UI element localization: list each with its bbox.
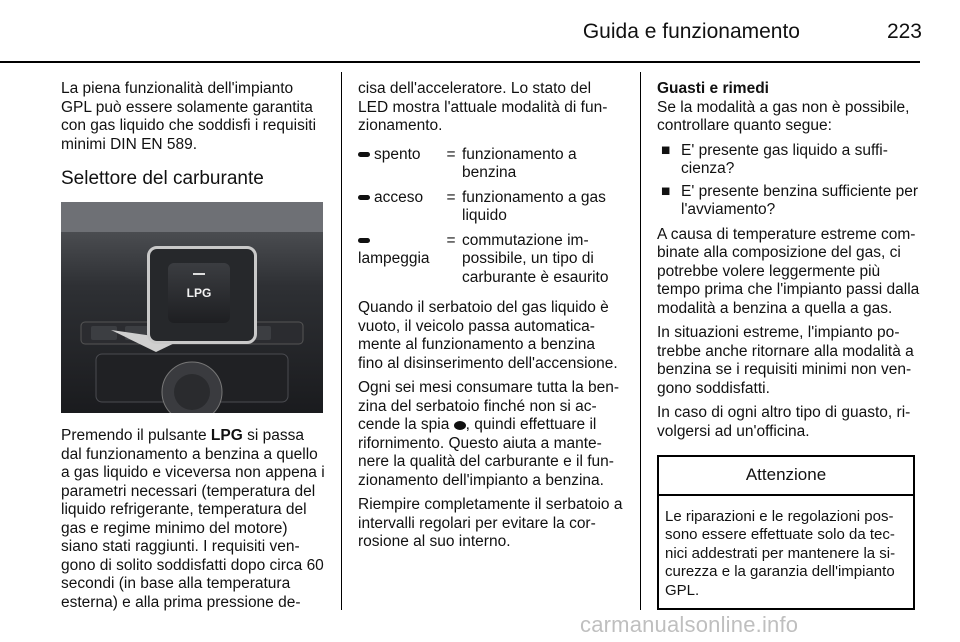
led-icon	[358, 195, 370, 200]
led-icon	[358, 152, 370, 157]
warning-box	[657, 455, 915, 610]
column-2	[358, 80, 624, 558]
list-item: ■ E' presente benzina sufficiente per l'avviamento?	[657, 183, 921, 220]
lpg-callout	[147, 246, 257, 344]
led-icon	[358, 238, 370, 243]
six-month-paragraph: Ogni sei mesi consumare tutta la benzina del serbatoio finché non si accende la spia , quindi effettuare il rifornimento. Questo aiuta a mantenere la qualità del carburante e il funzionamento dell'impianto a benzina.	[358, 379, 620, 489]
lpg-button-label: LPG	[186, 286, 212, 300]
empty-tank-paragraph: Quando il serbatoio del gas liquido è vuoto, il veicolo passa automaticamente al funzionamento a benzina fino al disinserimento dell'accensione.	[358, 299, 618, 372]
temperature-paragraph: A causa di temperature estreme combinate alla composizione del gas, ci potrebbe volere leggermente più tempo prima che l'impianto passi dalla modalità a benzina a quella a gas.	[657, 225, 920, 317]
led-state-list	[358, 146, 624, 288]
lpg-inline-label: LPG	[210, 427, 243, 444]
intro-paragraph: La piena funzionalità dell'impianto GPL può essere solamente garantita con gas liquido che soddisfi i requisiti minimi DIN EN 589.	[61, 80, 317, 153]
fuel-warning-lamp-icon	[454, 421, 466, 430]
column-3	[657, 80, 921, 610]
troubleshooting-heading: Guasti e rimedi	[657, 80, 769, 97]
header-rule	[0, 61, 920, 63]
warning-text: Le riparazioni e le regolazioni possono essere effettuate solo da tecnici addestrati per mantenere la sicurezza e la garanzia dell'impianto GPL.	[665, 507, 896, 599]
led-state-row: spento = funzionamento a benzina	[358, 146, 624, 183]
fuel-selector-heading: Selettore del carburante	[61, 168, 264, 189]
page-number: 223	[886, 20, 922, 43]
bullet-icon: ■	[661, 182, 671, 200]
workshop-paragraph: In caso di ogni altro tipo di guasto, rivolgersi ad un'officina.	[657, 404, 911, 440]
column-1	[61, 80, 325, 618]
lpg-switch-paragraph: Premendo il pulsante LPG si passa dal funzionamento a benzina a quello a gas liquido e viceversa non appena i parametri necessari (temperatura del liquido refrigerante, temperatura del gas e regime minimo del motore) siano stati raggiunti. I requisiti vengono di solito soddisfatti dopo circa 60 secondi (in base alla temperatura esterna) e alla prima pressione de-	[61, 427, 325, 611]
warning-title: Attenzione	[659, 457, 913, 496]
list-item: ■ E' presente gas liquido a sufficienza?	[657, 142, 921, 179]
lpg-button	[168, 263, 230, 323]
column-divider	[640, 72, 641, 610]
fuel-selector-photo	[61, 202, 323, 413]
lpg-led-indicator	[193, 273, 205, 275]
extreme-conditions-paragraph: In situazioni estreme, l'impianto potrebbe anche ritornare alla modalità a benzina se i requisiti minimi non vengono soddisfatti.	[657, 324, 914, 397]
refill-paragraph: Riempire completamente il serbatoio a intervalli regolari per evitare la corrosione al suo interno.	[358, 496, 623, 550]
led-state-row: acceso = funzionamento a gas liquido	[358, 189, 624, 226]
led-state-row: lampeggia = commutazione impossibile, un tipo di carburante è esaurito	[358, 231, 609, 286]
troubleshooting-intro: Se la modalità a gas non è possibile, controllare quanto segue:	[657, 98, 910, 134]
watermark: carmanualsonline.info	[580, 612, 799, 637]
section-title: Guida e funzionamento	[582, 20, 800, 43]
bullet-icon: ■	[661, 141, 671, 159]
led-status-paragraph: cisa dell'acceleratore. Lo stato del LED mostra l'attuale modalità di funzionamento.	[358, 80, 608, 134]
column-divider	[341, 72, 342, 610]
